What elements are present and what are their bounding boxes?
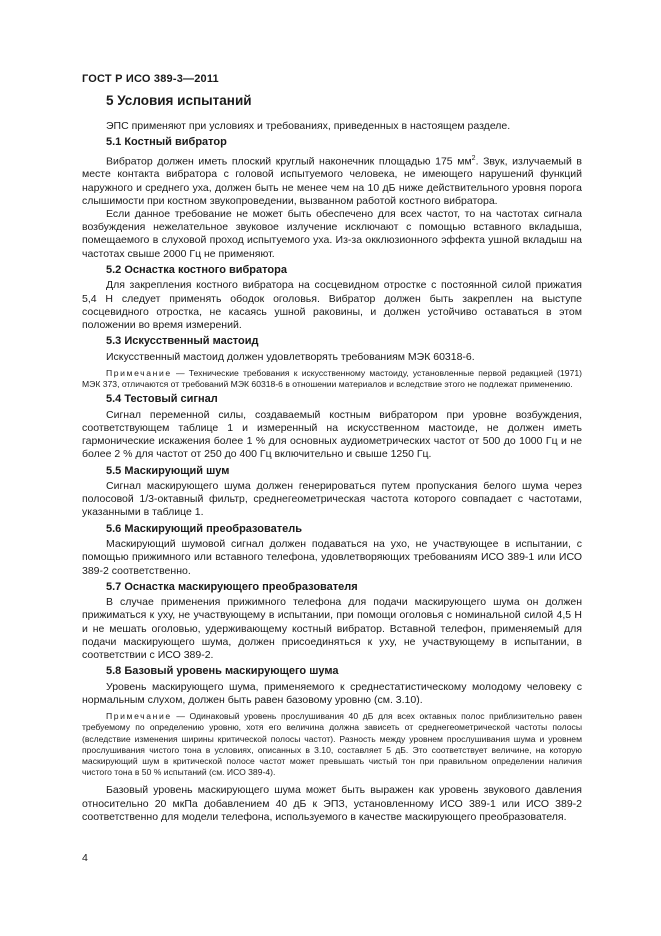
subsection-title-5-2: 5.2 Оснастка костного вибратора bbox=[106, 263, 287, 276]
subsection-title-5-4: 5.4 Тестовый сигнал bbox=[106, 393, 218, 406]
subsection-title-5-5: 5.5 Маскирующий шум bbox=[106, 464, 230, 477]
paragraph-5-3-1: Искусственный мастоид должен удовлетворять требованиям МЭК 60318-6. bbox=[106, 350, 475, 363]
paragraph-5-8-1: Уровень маскирующего шума, применяемого к среднестатистическому молодому человеку с нормальным слухом, должен быть равен базовому уровню (см. 3.10). bbox=[82, 680, 582, 706]
paragraph-5-7-1: В случае применения прижимного телефона для подачи маскирующего шума он должен прижиматься к уху, не участвующему в испытании, при помощи оголовья с номинальной силой 4,5 Н и не мешать оголовью, удерживающему костный вибратор. Вставной телефон, применяемый для подачи маскирующего шума, должен присоединяться к уху, не участвующему в испытании, в соответствии с ИСО 389-2. bbox=[82, 596, 582, 662]
paragraph-5-5-1: Сигнал маскирующего шума должен генерироваться путем пропускания белого шума через полосовой 1/3-октавный фильтр, среднегеометрическая частота которого совпадает с частотами, указанными в таблице 1. bbox=[82, 480, 582, 519]
paragraph-5-6-1: Маскирующий шумовой сигнал должен подаваться на ухо, не участвующее в испытании, с помощью прижимного или вставного телефона, удовлетворяющих требованиям ИСО 389-1 или ИСО 389-2 соответственно. bbox=[82, 538, 582, 577]
paragraph-5-1-1: Вибратор должен иметь плоский круглый наконечник площадью 175 $мм^2$. Звук, излучаемый в месте контакта вибратора с головой испытуемого человека, не имеющего нарушений функций наружного и среднего уха, должен быть не менее чем на 10 дБ ниже действительного уровня порога слышимости при костном звукопроведении, вызванном работой костного вибратора. bbox=[82, 154, 582, 207]
note-label: Примечание bbox=[106, 367, 172, 378]
note-label: Примечание bbox=[106, 711, 172, 722]
note-5-8: Примечание — Одинаковый уровень прослушивания 40 дБ для всех октавных полос приблизительно равен требуемому по определению уровню, хотя его величина должна зависеть от среднегеометрической частоты полосы (вследствие изменения ширины критической полосы частот). Разность между уровнем прослушивания шума и уровнем прослушивания чистого тона в условиях, описанных в 3.10, составляет 5 дБ. Это соответствует величине, на которую маскирующий шум в критической полосе частот может превышать чистый тон при правильном определении наличия чистого тона в 50 % испытаний (см. ИСО 389-4). bbox=[82, 711, 582, 778]
paragraph-5-8-2: Базовый уровень маскирующего шума может быть выражен как уровень звукового давления относительно 20 мкПа добавлением 40 дБ к ЭПЗ, установленному ИСО 389-1 или ИСО 389-2 соответственно для модели телефона, используемого в качестве маскирующего преобразователя. bbox=[82, 784, 582, 823]
subsection-title-5-8: 5.8 Базовый уровень маскирующего шума bbox=[106, 665, 339, 678]
page-number: 4 bbox=[82, 852, 88, 864]
subsection-title-5-3: 5.3 Искусственный мастоид bbox=[106, 335, 259, 348]
paragraph-5-2-1: Для закрепления костного вибратора на сосцевидном отростке с постоянной силой прижатия 5,4 Н следует применять ободок оголовья. Вибратор должен быть закреплен на выступе сосцевидного отростка, не касаясь ушной раковины, и должен устойчиво оставаться в этом положении во время измерений. bbox=[82, 279, 582, 331]
paragraph-5-1-2: Если данное требование не может быть обеспечено для всех частот, то на частотах сигнала возбуждения нежелательное звуковое излучение исключают с помощью вставного вкладыша, помещаемого в слуховой проход испытуемого уха. Из-за окклюзионного эффекта ушной вкладыш на частотах свыше 2000 Гц не применяют. bbox=[82, 208, 582, 260]
paragraph-5-4-1: Сигнал переменной силы, создаваемый костным вибратором при уровне возбуждения, соответствующем таблице 1 и измеренный на искусственном мастоиде, не должен иметь гармонические искажения более 1 % для основных аудиометрических частот от 500 до 1000 Гц и не более 2 % для частот от 250 до 400 Гц включительно и свыше 1250 Гц. bbox=[82, 408, 582, 461]
section-intro: ЭПС применяют при условиях и требованиях, приведенных в настоящем разделе. bbox=[106, 120, 511, 132]
document-header: ГОСТ Р ИСО 389-3—2011 bbox=[82, 73, 219, 85]
subsection-title-5-7: 5.7 Оснастка маскирующего преобразователя bbox=[106, 580, 358, 593]
subsection-title-5-1: 5.1 Костный вибратор bbox=[106, 136, 227, 149]
subsection-title-5-6: 5.6 Маскирующий преобразователь bbox=[106, 522, 302, 535]
document-body bbox=[82, 93, 582, 824]
section-title: 5 Условия испытаний bbox=[106, 93, 252, 108]
note-5-3: Примечание — Технические требования к искусственному мастоиду, установленные первой редакцией (1971) МЭК 373, отличаются от требований МЭК 60318-6 в отношении материалов и вследствие этого не подлежат применению. bbox=[82, 367, 582, 390]
